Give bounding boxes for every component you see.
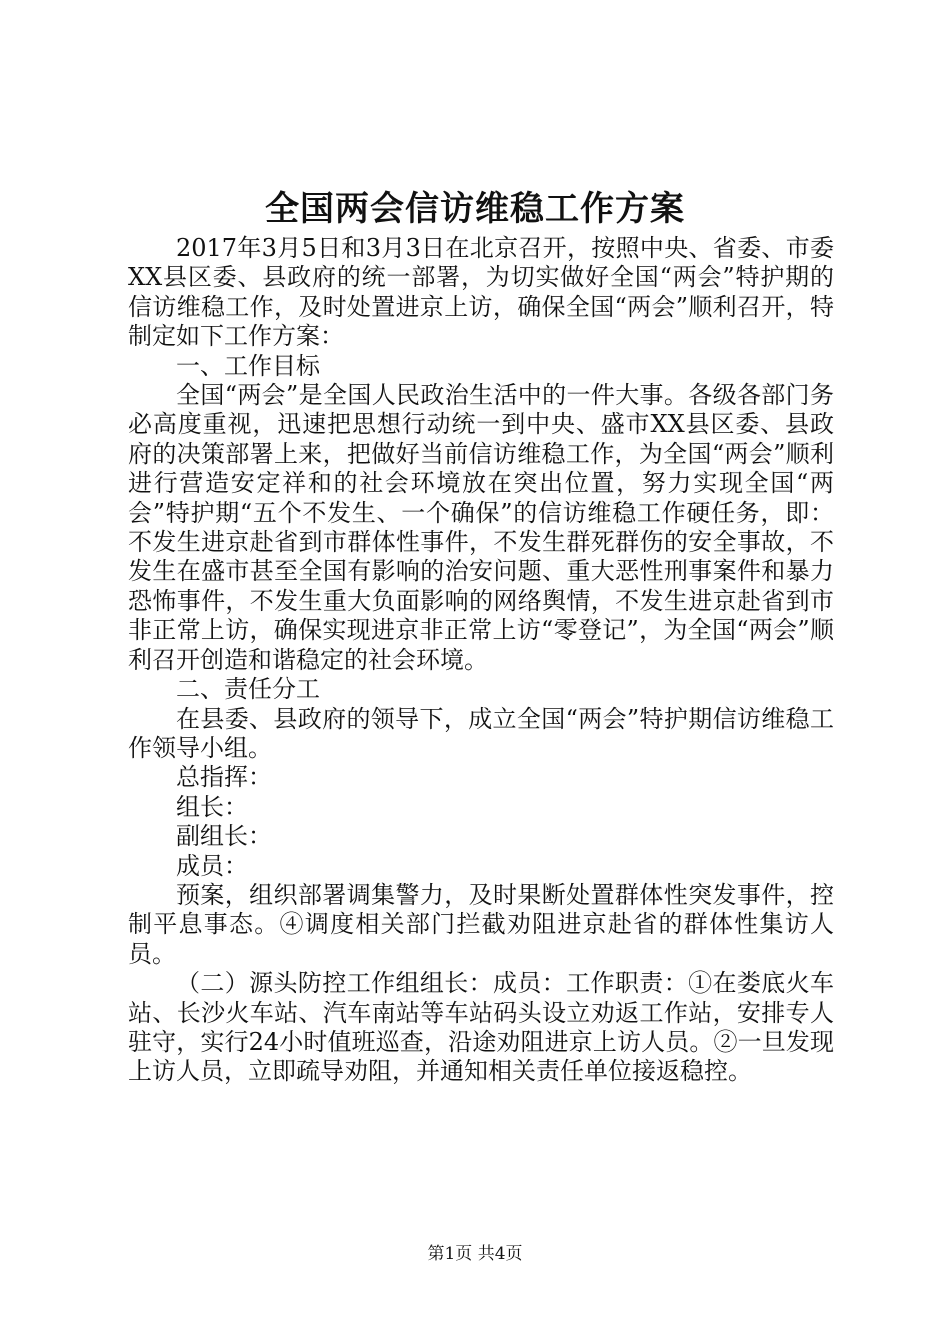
label-members: 成员： (176, 851, 248, 880)
paragraph-intro: 2017年3月5日和3月3日在北京召开，按照中央、省委、市委XX县区委、县政府的统一部署，为切实做好全国“两会”特护期的信访维稳工作，及时处置进京上访，确保全国“两会”顺利召开，特制定如下工作方案： (128, 234, 834, 351)
paragraph-plan: 预案，组织部署调集警力，及时果断处置群体性突发事件，控制平息事态。④调度相关部门拦截劝阻进京赴省的群体性集访人员。 (128, 880, 834, 968)
page-footer: 第1页 共4页 (427, 1244, 523, 1264)
paragraph-source-control: （二）源头防控工作组组长：成员：工作职责：①在娄底火车站、长沙火车站、汽车南站等车站码头设立劝返工作站，安排专人驻守，实行24小时值班巡查，沿途劝阻进京上访人员。②一旦发现上访人员，立即疏导劝阻，并通知相关责任单位接返稳控。 (128, 969, 834, 1086)
label-deputy-leader: 副组长： (176, 822, 272, 851)
paragraph-leadership-group: 在县委、县政府的领导下，成立全国“两会”特护期信访维稳工作领导小组。 (128, 704, 834, 762)
document-body (128, 234, 834, 1087)
paragraph-goals: 全国“两会”是全国人民政治生活中的一件大事。各级各部门务必高度重视，迅速把思想行动统一到中央、盛市XX县区委、县政府的决策部署上来，把做好当前信访维稳工作，为全国“两会”顺利进行营造安定祥和的社会环境放在突出位置，努力实现全国“两会”特护期“五个不发生、一个确保”的信访维稳工作硬任务，即：不发生进京赴省到市群体性事件，不发生群死群伤的安全事故，不发生在盛市甚至全国有影响的治安问题、重大恶性刑事案件和暴力恐怖事件，不发生重大负面影响的网络舆情，不发生进京赴省到市非正常上访，确保实现进京非正常上访“零登记”，为全国“两会”顺利召开创造和谐稳定的社会环境。 (128, 381, 834, 674)
heading-responsibilities: 二、责任分工 (176, 675, 320, 704)
document-title: 全国两会信访维稳工作方案 (265, 189, 685, 229)
heading-work-goals: 一、工作目标 (176, 351, 320, 380)
label-group-leader: 组长： (176, 792, 248, 821)
label-commander: 总指挥： (176, 763, 272, 792)
